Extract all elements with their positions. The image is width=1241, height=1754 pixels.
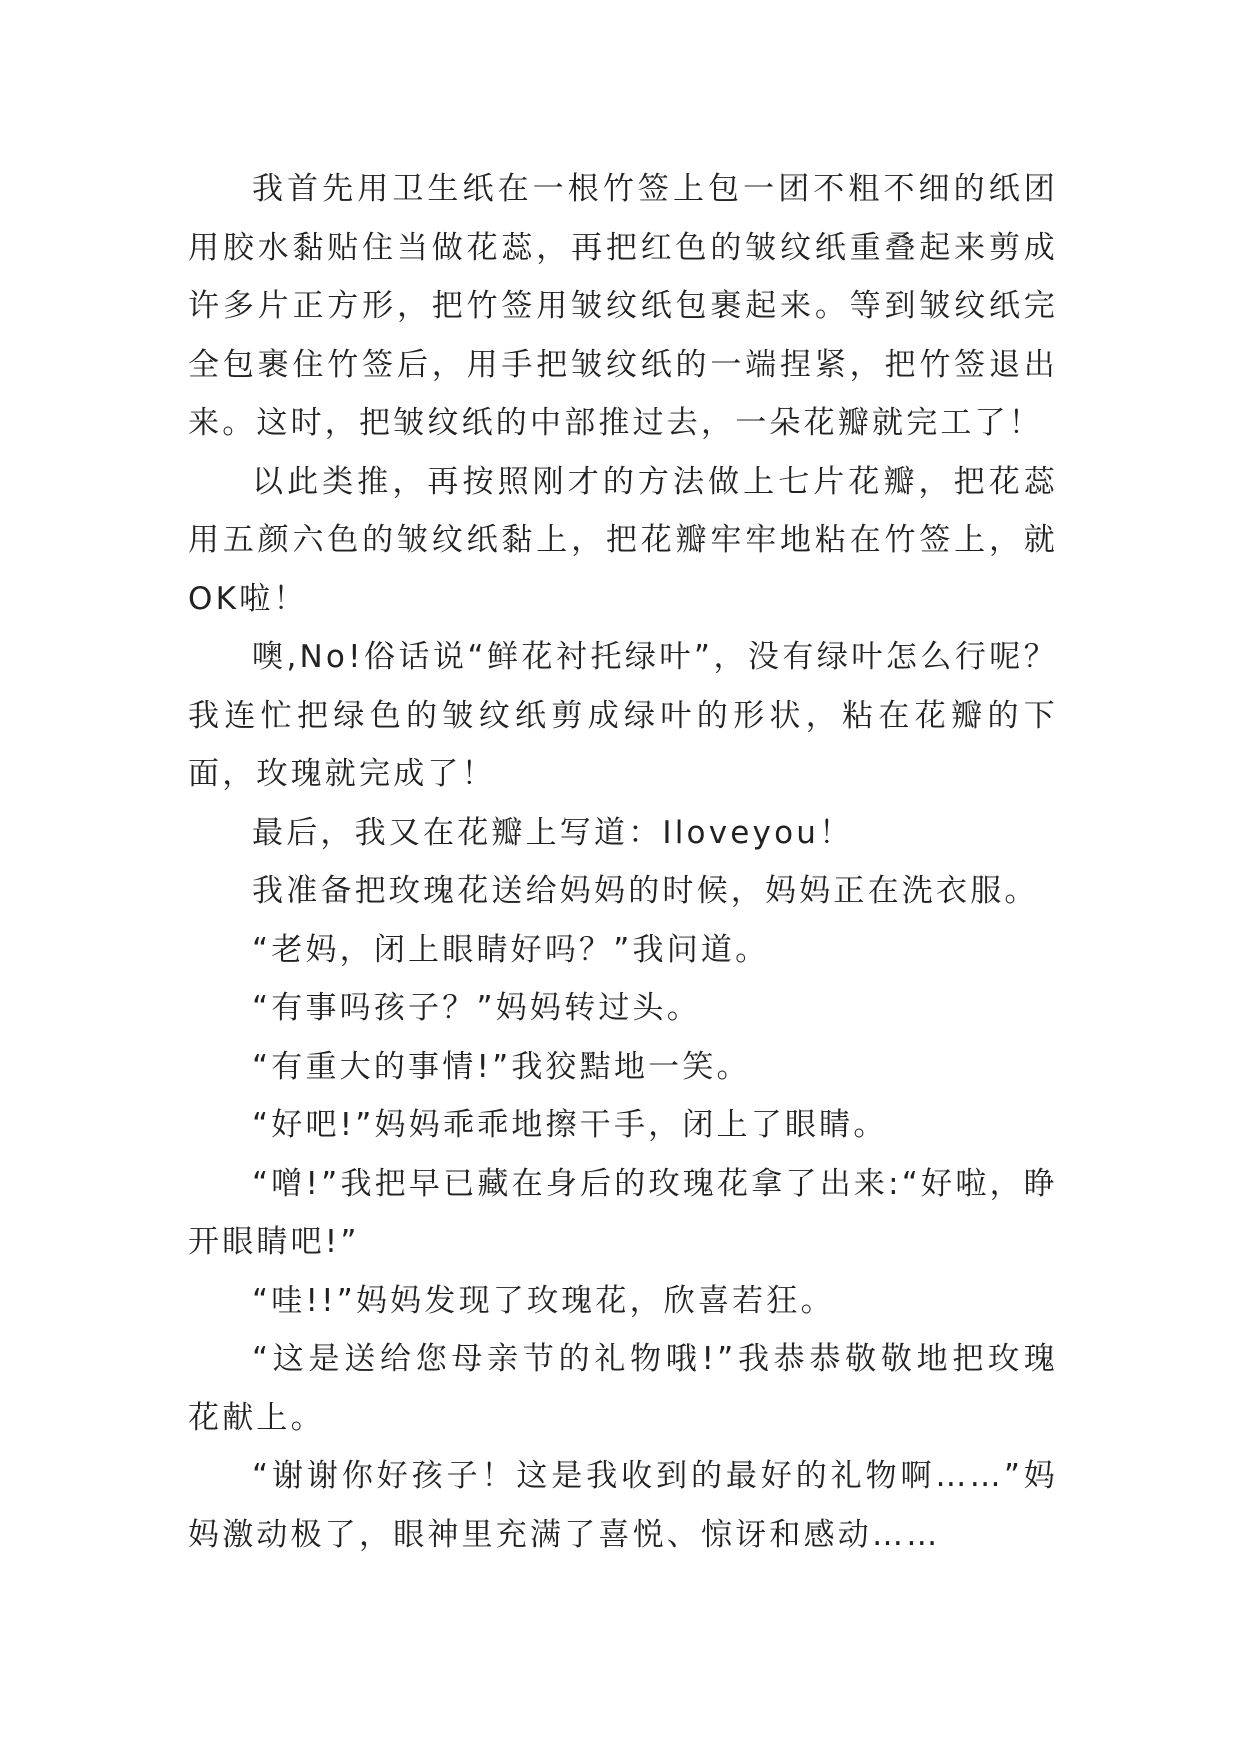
paragraph-mom-washing: 我准备把玫瑰花送给妈妈的时候，妈妈正在洗衣服。 — [252, 873, 1039, 909]
paragraph-big-thing: “有重大的事情!”我狡黠地一笑。 — [252, 1048, 751, 1085]
paragraph-wow: “哇!!”妈妈发现了玫瑰花，欣喜若狂。 — [252, 1282, 835, 1319]
document-body — [188, 160, 1058, 1564]
paragraph-ok: “好吧!”妈妈乖乖地擦干手，闭上了眼睛。 — [252, 1107, 888, 1143]
paragraph-seven-petals: 以此类推，再按照刚才的方法做上七片花瓣，把花蕊用五颜六色的皱纹纸黏上，把花瓣牢牢地粘在竹签上，就OK啦！ — [188, 463, 1058, 617]
paragraph-close-eyes: “老妈，闭上眼睛好吗？”我问道。 — [252, 931, 770, 968]
paragraph-surprise: “噌!”我把早已藏在身后的玫瑰花拿了出来:“好啦，睁开眼睛吧!” — [188, 1165, 1058, 1260]
paragraph-thank-you: “谢谢你好孩子！这是我收到的最好的礼物啊……”妈妈激动极了，眼神里充满了喜悦、惊讶和感动…… — [188, 1458, 1058, 1553]
paragraph-gift: “这是送给您母亲节的礼物哦!”我恭恭敬敬地把玫瑰花献上。 — [188, 1341, 1058, 1436]
paragraph-green-leaves: 噢,No!俗话说“鲜花衬托绿叶”，没有绿叶怎么行呢？我连忙把绿色的皱纹纸剪成绿叶的形状，粘在花瓣的下面，玫瑰就完成了！ — [188, 639, 1058, 792]
paragraph-what-is-it: “有事吗孩子？”妈妈转过头。 — [252, 990, 701, 1026]
paragraph-i-love-you: 最后，我又在花瓣上写道：Iloveyou！ — [252, 814, 854, 851]
paragraph-making-petal: 我首先用卫生纸在一根竹签上包一团不粗不细的纸团用胶水黏贴住当做花蕊，再把红色的皱纹纸重叠起来剪成许多片正方形，把竹签用皱纹纸包裹起来。等到皱纹纸完全包裹住竹签后，用手把皱纹纸的一端捏紧，把竹签退出来。这时，把皱纹纸的中部推过去，一朵花瓣就完工了！ — [188, 171, 1058, 441]
